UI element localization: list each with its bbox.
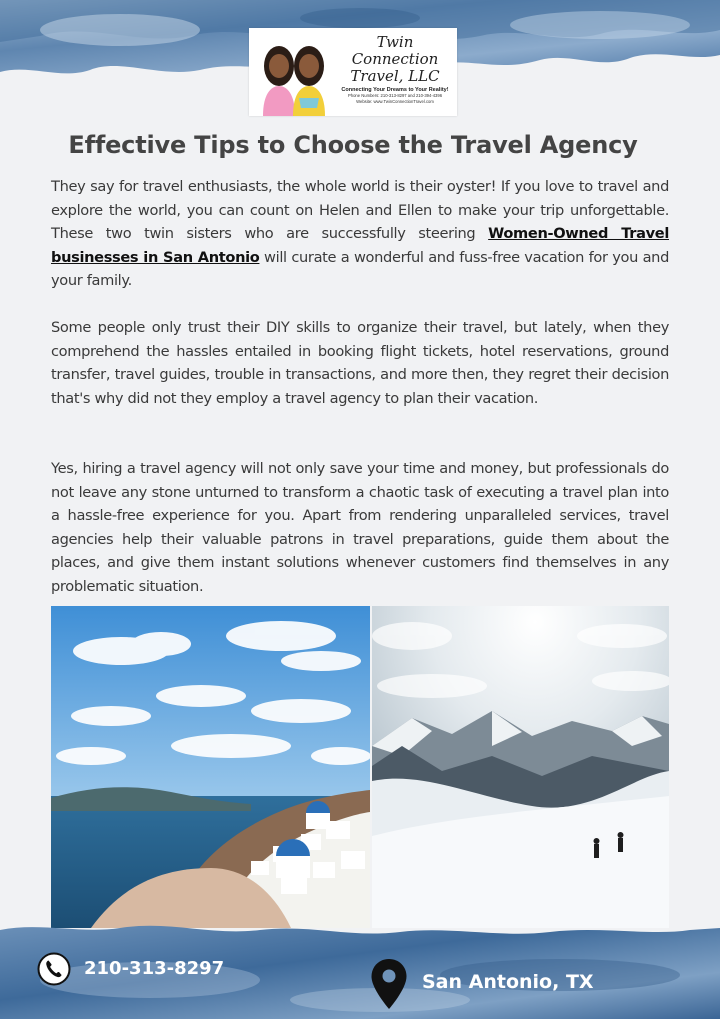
logo-website: Website: www.TwinConnectionTravel.com [356,99,434,104]
paragraph-diy: Some people only trust their DIY skills to organize their travel, but lately, when they comprehend the hassles entailed in booking flight tickets, hotel reservations, ground transfer, travel guides, trouble in transactions, and more then, they regret their decision that's why did not they employ a travel agency to plan their vacation. [51,319,669,407]
logo-name-line1: Twin Connection [351,33,439,68]
page-title: Effective Tips to Choose the Travel Agency [68,131,638,159]
paragraph-benefits: Yes, hiring a travel agency will not only save your time and money, but professionals do not leave any stone unturned to transform a chaotic task of executing a travel plan into a hassle-free experience for you. Apart from rendering unparalleled services, travel agencies help their valuable patrons in travel preparations, guide them about the places, and give them instant solutions whenever customers find themselves in any problematic situation. [51,460,669,595]
footer-location: San Antonio, TX [422,971,594,993]
santorini-photo [51,606,370,928]
map-pin-icon [370,958,408,1010]
company-logo [249,28,457,116]
paragraph-intro-end: will curate a wonderful and fuss-free vacation for you and your family. [51,248,669,289]
twin-sisters-illustration [249,28,337,116]
paragraph-intro [51,175,669,293]
paragraph-intro-start: They say for travel enthusiasts, the whole world is their oyster! If you love to travel and explore the world, you can count on Helen and Ellen to make your trip unforgettable. These two twin sisters who are successfully steering [51,178,669,242]
snowy-mountain-photo [372,606,669,928]
logo-text-block [337,34,453,105]
logo-name-line2: Travel, LLC [350,67,440,85]
logo-phones: Phone Numbers: 210-313-8297 and 210-394-4396 [347,93,443,98]
phone-icon[interactable] [37,952,71,986]
women-owned-travel-link[interactable]: Women-Owned Travel businesses in San Antonio [51,225,669,266]
footer-phone-number[interactable]: 210-313-8297 [84,958,225,979]
logo-tagline: Connecting Your Dreams to Your Reality! [341,87,449,93]
